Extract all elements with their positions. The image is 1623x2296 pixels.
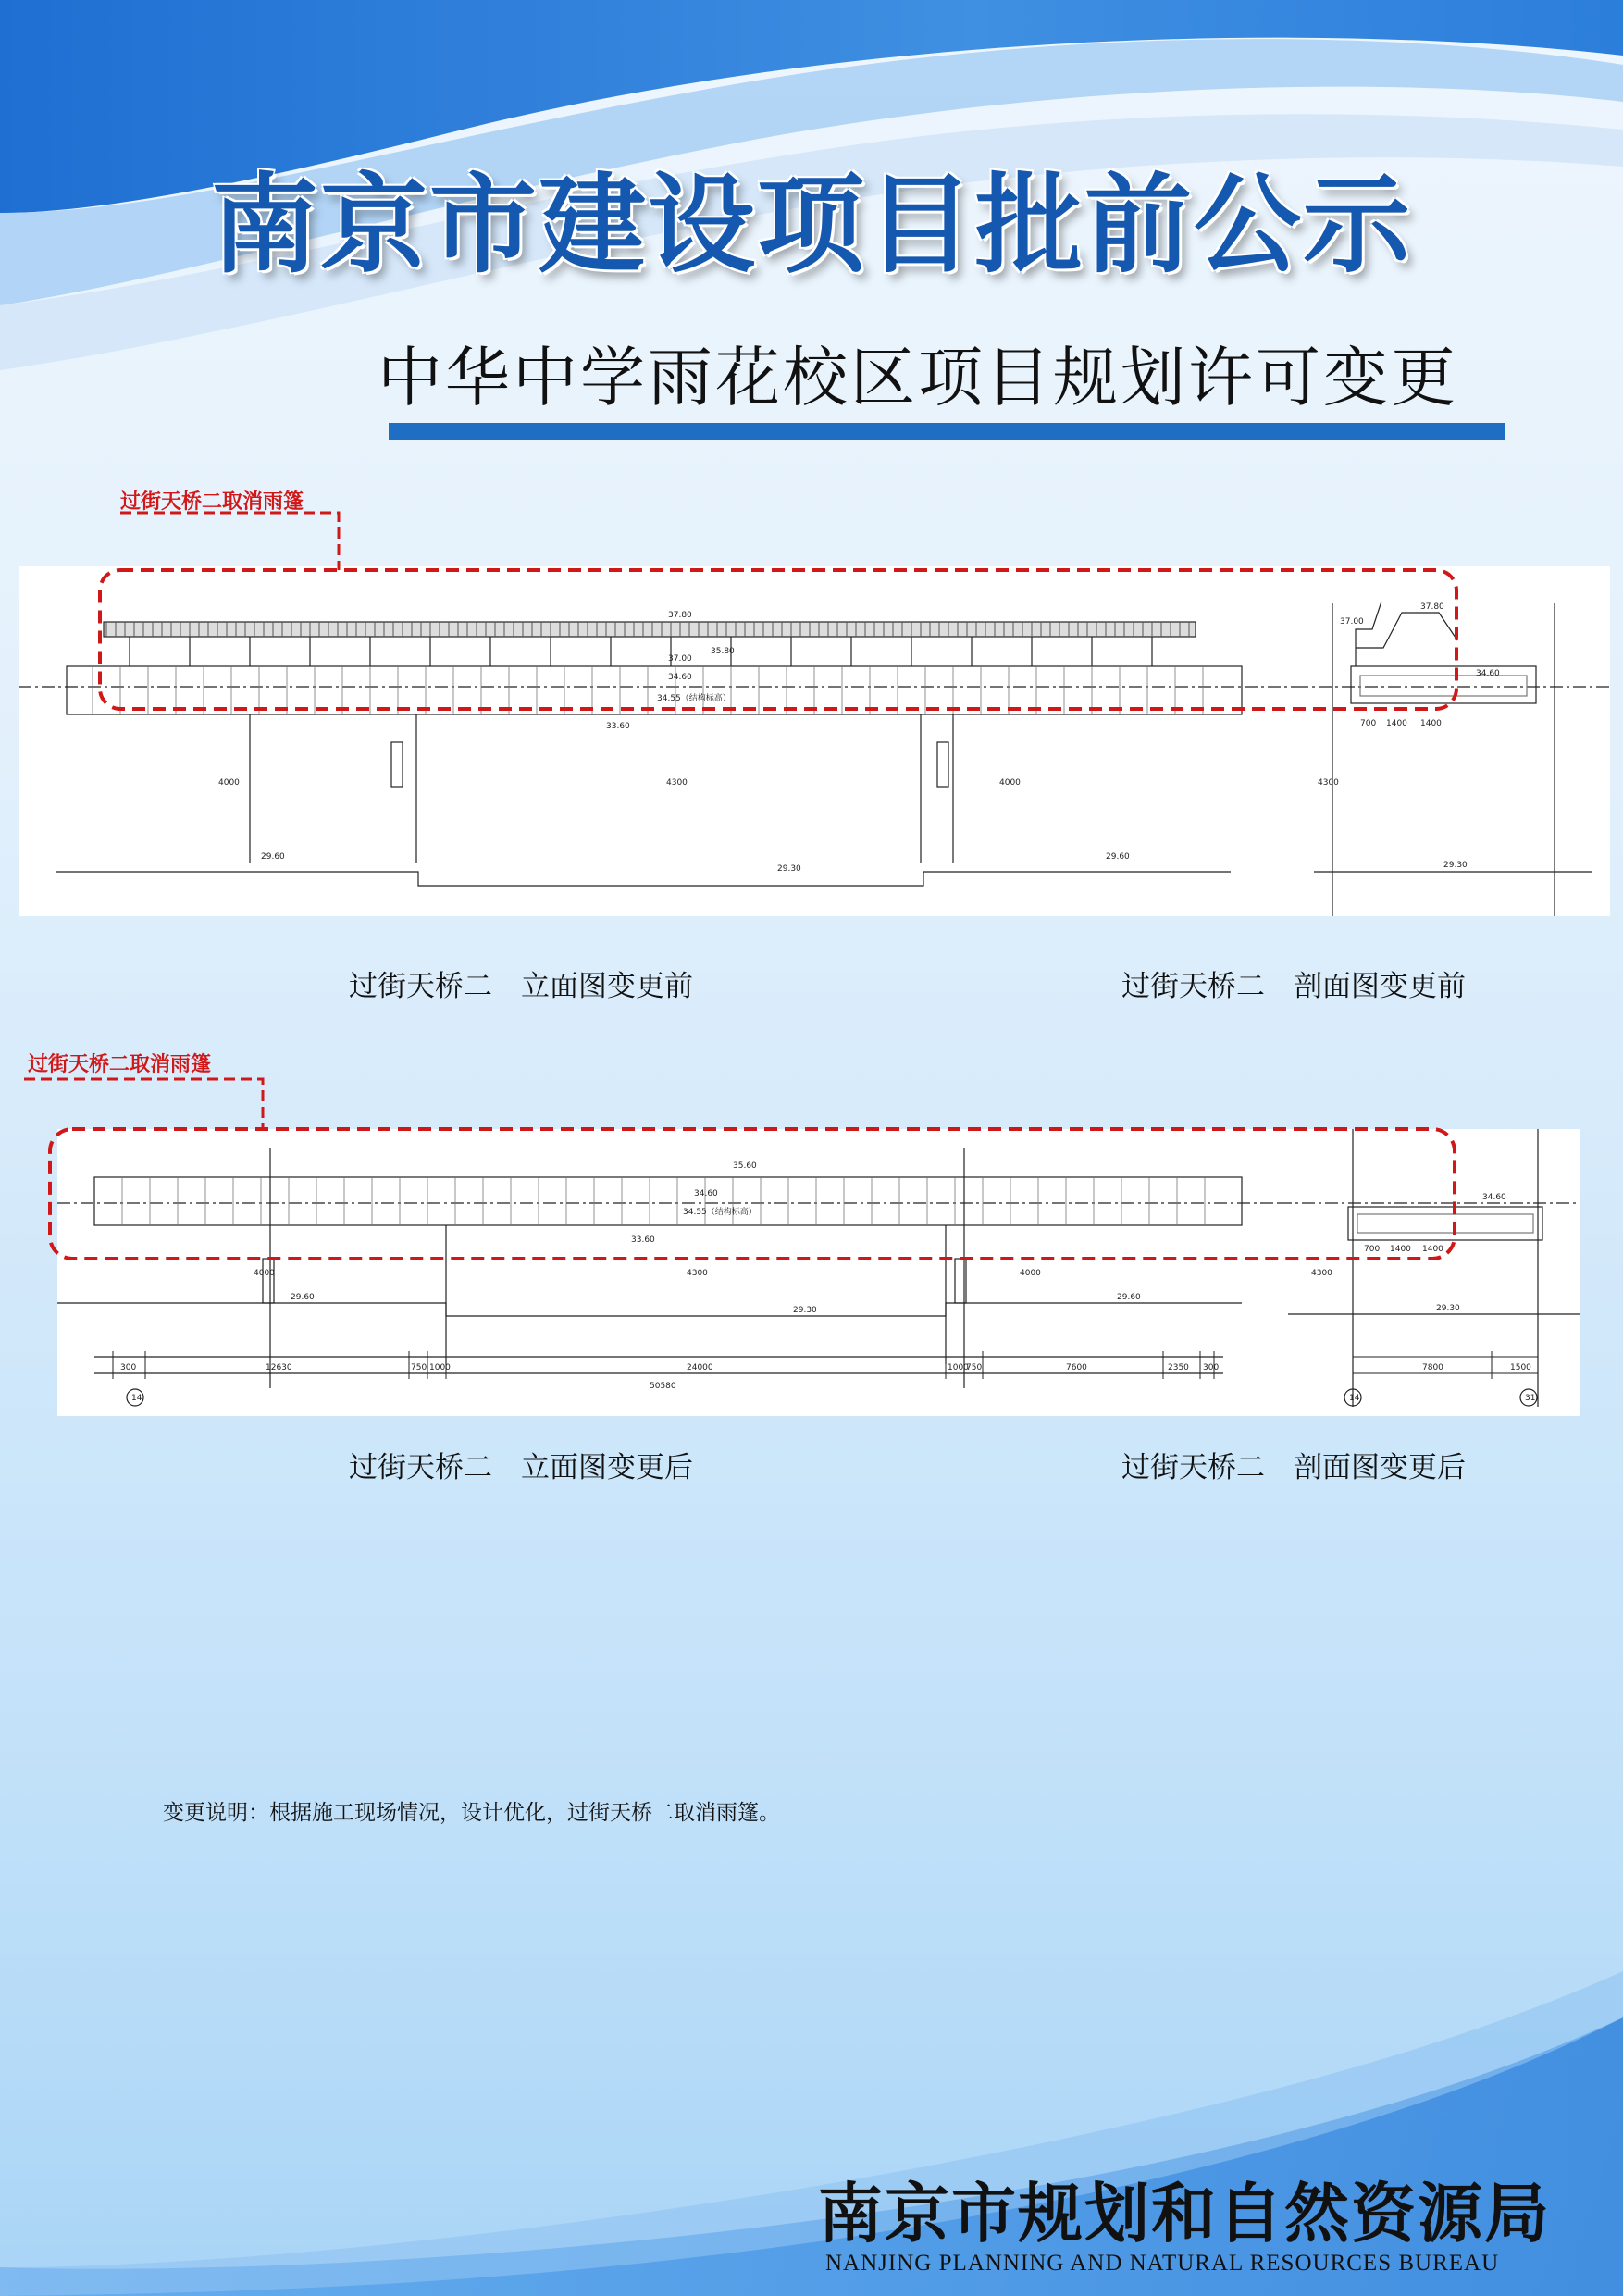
dim-label: 50580 [650,1382,676,1391]
level-label: 37.00 [668,654,692,664]
level-label: 34.60 [1482,1193,1506,1202]
dim-label: 1400 [1420,719,1442,728]
elevation-caption-before: 过街天桥二 立面图变更前 [349,970,693,1003]
callout-label-before: 过街天桥二取消雨篷 [120,490,304,514]
dim-label: 1500 [1510,1363,1531,1372]
bureau-name-en: NANJING PLANNING AND NATURAL RESOURCES BUREAU [825,2251,1500,2276]
elevation-caption-after: 过街天桥二 立面图变更后 [349,1451,693,1484]
dim-label: 7600 [1066,1363,1087,1372]
level-label: 29.60 [291,1293,315,1302]
dim-label: 700 [1364,1245,1381,1254]
dim-label: 12630 [266,1363,292,1372]
height-label: 4300 [687,1269,708,1278]
height-label: 4000 [254,1269,275,1278]
dim-label: 1400 [1386,719,1407,728]
change-note: 变更说明：根据施工现场情况，设计优化，过街天桥二取消雨篷。 [163,1801,780,1825]
bureau-name-cn: 南京市规划和自然资源局 [818,2175,1551,2252]
level-label: 29.30 [1436,1304,1460,1313]
level-label: 34.55（结构标高） [683,1208,757,1217]
level-label: 29.60 [1117,1293,1141,1302]
level-label: 35.60 [733,1161,757,1171]
dim-label: 300 [120,1363,137,1372]
dim-label: 750 [411,1363,427,1372]
level-label: 33.60 [631,1235,655,1245]
main-title: 南京市建设项目批前公示 [211,162,1412,288]
level-label: 37.80 [1420,602,1444,612]
height-label: 4300 [1311,1269,1332,1278]
height-label: 4000 [1020,1269,1041,1278]
axis-label: 14 [1349,1394,1360,1403]
level-label: 29.60 [1106,852,1130,862]
dim-label: 1400 [1390,1245,1411,1254]
subtitle: 中华中学雨花校区项目规划许可变更 [378,340,1458,416]
callout-before [0,490,1623,722]
height-label: 4300 [1318,778,1339,788]
level-label: 29.30 [1443,861,1468,870]
dim-label: 300 [1203,1363,1220,1372]
section-caption-after: 过街天桥二 剖面图变更后 [1121,1451,1466,1484]
axis-label: 14 [131,1394,142,1403]
dim-label: 24000 [687,1363,713,1372]
level-label: 35.80 [711,647,735,656]
level-label: 34.60 [668,673,692,682]
level-label: 33.60 [606,722,630,731]
level-label: 29.60 [261,852,285,862]
level-label: 37.80 [668,611,692,620]
dim-label: 700 [1360,719,1377,728]
level-label: 29.30 [777,864,801,874]
level-label: 37.00 [1340,617,1364,627]
dim-label: 2350 [1168,1363,1189,1372]
subtitle-underline [389,423,1505,440]
level-label: 29.30 [793,1306,817,1315]
dim-label: 750 [966,1363,983,1372]
dim-label: 1000 [948,1363,969,1372]
dim-label: 1000 [429,1363,451,1372]
level-label: 34.60 [694,1189,718,1198]
section-caption-before: 过街天桥二 剖面图变更前 [1121,970,1466,1003]
axis-label: 31 [1525,1394,1536,1403]
level-label: 34.55（结构标高） [657,694,731,703]
height-label: 4000 [999,778,1021,788]
height-label: 4300 [666,778,688,788]
dim-label: 1400 [1422,1245,1443,1254]
callout-after [0,1046,1623,1277]
dim-label: 7800 [1422,1363,1443,1372]
callout-label-after: 过街天桥二取消雨篷 [28,1053,212,1076]
level-label: 34.60 [1476,669,1500,678]
height-label: 4000 [218,778,240,788]
